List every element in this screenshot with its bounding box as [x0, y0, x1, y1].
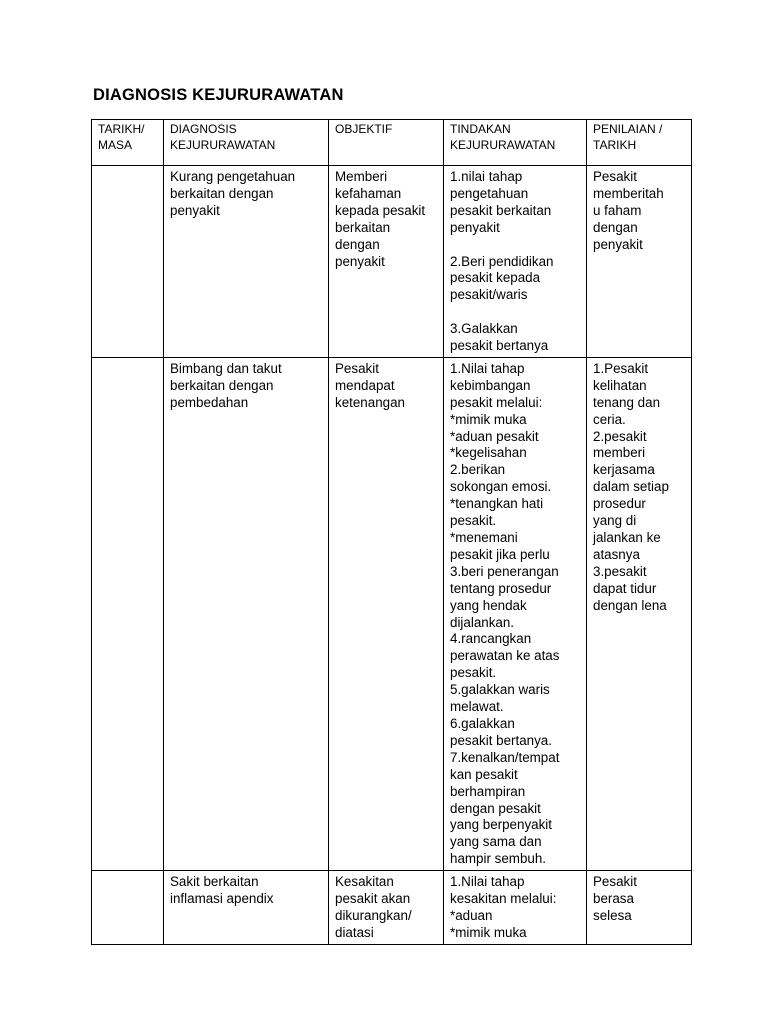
cell-line: Memberi	[335, 169, 388, 184]
cell-line: MASA	[98, 137, 133, 152]
cell-tarikh	[92, 166, 164, 358]
cell-line	[450, 304, 581, 321]
cell-line: 4.rancangkan	[450, 631, 532, 647]
cell-line: pesakit berkaitan	[450, 202, 552, 218]
cell-line: kan pesakit	[450, 766, 518, 782]
cell-line: tentang prosedur	[450, 580, 552, 596]
cell-line: 1.Nilai tahap	[450, 874, 525, 890]
cell-line: 2.pesakit	[593, 428, 647, 444]
cell-line: kefahaman	[335, 185, 402, 201]
cell-line: pesakit kepada	[450, 270, 541, 286]
cell-line: *menemani	[450, 530, 518, 545]
cell-line: dapat tidur	[593, 580, 657, 596]
cell-line: KEJURURAWATAN	[450, 137, 556, 152]
cell-tarikh	[92, 871, 164, 945]
cell-line: selesa	[593, 907, 632, 923]
cell-line: tenang dan	[593, 394, 661, 410]
cell-line: Bimbang dan takut	[170, 360, 282, 376]
cell-line: pesakit melalui:	[450, 394, 543, 410]
cell-line: diatasi	[335, 924, 374, 940]
cell-line: pesakit jika perlu	[450, 546, 550, 562]
cell-line: Pesakit	[335, 360, 379, 376]
cell-line: pembedahan	[170, 394, 249, 410]
cell-line: dengan	[335, 236, 380, 252]
cell-line: prosedur	[593, 496, 646, 512]
header-cell-diagnosis	[164, 120, 329, 166]
cell-penilaian	[587, 357, 692, 870]
cell-line: memberitah	[593, 185, 664, 201]
cell-line: Kurang pengetahuan	[170, 169, 296, 184]
cell-line: TARIKH	[593, 137, 637, 152]
cell-line: berhampiran	[450, 783, 526, 799]
cell-line: jalankan ke	[593, 530, 661, 545]
cell-line: *kegelisahan	[450, 445, 527, 461]
cell-line: dengan pesakit	[450, 800, 541, 816]
cell-line: ceria.	[593, 411, 626, 427]
cell-line: berasa	[593, 891, 634, 907]
cell-line: u faham	[593, 202, 642, 218]
cell-line: 7.kenalkan/tempat	[450, 749, 560, 765]
cell-line: Kesakitan	[335, 874, 394, 890]
cell-line	[450, 237, 581, 254]
cell-line: 2.berikan	[450, 462, 506, 478]
cell-line: yang di	[593, 513, 637, 529]
cell-objektif	[329, 871, 444, 945]
cell-line: berkaitan dengan	[170, 185, 274, 201]
cell-line: pesakit akan	[335, 891, 411, 907]
cell-line: *aduan pesakit	[450, 428, 539, 444]
cell-line: dengan	[593, 219, 638, 235]
cell-line: Sakit berkaitan	[170, 874, 259, 890]
cell-line: atasnya	[593, 546, 640, 562]
cell-line: melawat.	[450, 699, 504, 715]
cell-line: kepada pesakit	[335, 202, 426, 218]
cell-line: memberi	[593, 445, 646, 461]
cell-line: 3.pesakit	[593, 563, 647, 579]
cell-line: penyakit	[170, 202, 220, 218]
header-cell-tindakan	[444, 120, 587, 166]
cell-line: yang sama dan	[450, 834, 542, 850]
cell-line: penyakit	[593, 236, 643, 252]
cell-line: perawatan ke atas	[450, 648, 560, 664]
cell-line: dijalankan.	[450, 614, 515, 630]
cell-line: 3.beri penerangan	[450, 563, 559, 579]
cell-line: 2.Beri pendidikan	[450, 253, 554, 269]
cell-line: pengetahuan	[450, 185, 529, 201]
cell-line: *aduan	[450, 907, 493, 923]
cell-line: 5.galakkan waris	[450, 682, 550, 698]
cell-line: ketenangan	[335, 394, 405, 410]
cell-diagnosis	[164, 166, 329, 358]
table-row	[92, 357, 692, 870]
cell-objektif	[329, 166, 444, 358]
cell-line: pesakit.	[450, 513, 497, 529]
cell-line: 6.galakkan	[450, 715, 515, 731]
cell-line: sokongan emosi.	[450, 479, 552, 495]
cell-objektif	[329, 357, 444, 870]
cell-line: kebimbangan	[450, 377, 531, 393]
cell-line: kerjasama	[593, 462, 655, 478]
cell-line: dalam setiap	[593, 479, 669, 495]
cell-line: mendapat	[335, 377, 395, 393]
cell-line: pesakit bertanya	[450, 338, 549, 354]
cell-line: TARIKH/	[98, 122, 145, 136]
cell-line: berkaitan dengan	[170, 377, 274, 393]
cell-line: pesakit/waris	[450, 287, 528, 303]
cell-line: Pesakit	[593, 874, 637, 890]
cell-line: PENILAIAN /	[593, 122, 663, 136]
table-row	[92, 871, 692, 945]
cell-penilaian	[587, 166, 692, 358]
cell-line: 1.nilai tahap	[450, 169, 523, 184]
cell-line: 1.Pesakit	[593, 360, 649, 376]
cell-line: 3.Galakkan	[450, 321, 518, 337]
cell-line: berkaitan	[335, 219, 391, 235]
cell-line: *tenangkan hati	[450, 496, 544, 512]
cell-line: Pesakit	[593, 169, 637, 184]
cell-tindakan	[444, 357, 587, 870]
cell-line: kesakitan melalui:	[450, 891, 557, 907]
cell-line: pesakit bertanya.	[450, 732, 552, 748]
cell-line: OBJEKTIF	[335, 122, 393, 136]
cell-line: kelihatan	[593, 377, 647, 393]
cell-line: *mimik muka	[450, 924, 527, 940]
table-row	[92, 166, 692, 358]
cell-line: penyakit	[335, 253, 385, 269]
cell-line: inflamasi apendix	[170, 891, 274, 907]
cell-line: 1.Nilai tahap	[450, 360, 525, 376]
cell-tarikh	[92, 357, 164, 870]
cell-line: dengan lena	[593, 597, 667, 613]
cell-line: dikurangkan/	[335, 907, 412, 923]
cell-diagnosis	[164, 871, 329, 945]
cell-line: TINDAKAN	[450, 122, 511, 136]
header-cell-objektif	[329, 120, 444, 166]
table-header-row	[92, 120, 692, 166]
cell-line: KEJURURAWATAN	[170, 137, 276, 152]
cell-penilaian	[587, 871, 692, 945]
cell-line: pesakit.	[450, 665, 497, 681]
cell-line: *mimik muka	[450, 411, 527, 427]
cell-line: yang hendak	[450, 597, 527, 613]
cell-tindakan	[444, 166, 587, 358]
cell-line: hampir sembuh.	[450, 851, 547, 867]
header-cell-penilaian	[587, 120, 692, 166]
cell-line: penyakit	[450, 219, 500, 235]
cell-diagnosis	[164, 357, 329, 870]
page-title: DIAGNOSIS KEJURURAWATAN	[93, 86, 344, 104]
cell-line: yang berpenyakit	[450, 817, 552, 833]
header-cell-tarikh	[92, 120, 164, 166]
cell-line: DIAGNOSIS	[170, 122, 237, 136]
cell-tindakan	[444, 871, 587, 945]
care-plan-table	[91, 119, 692, 945]
